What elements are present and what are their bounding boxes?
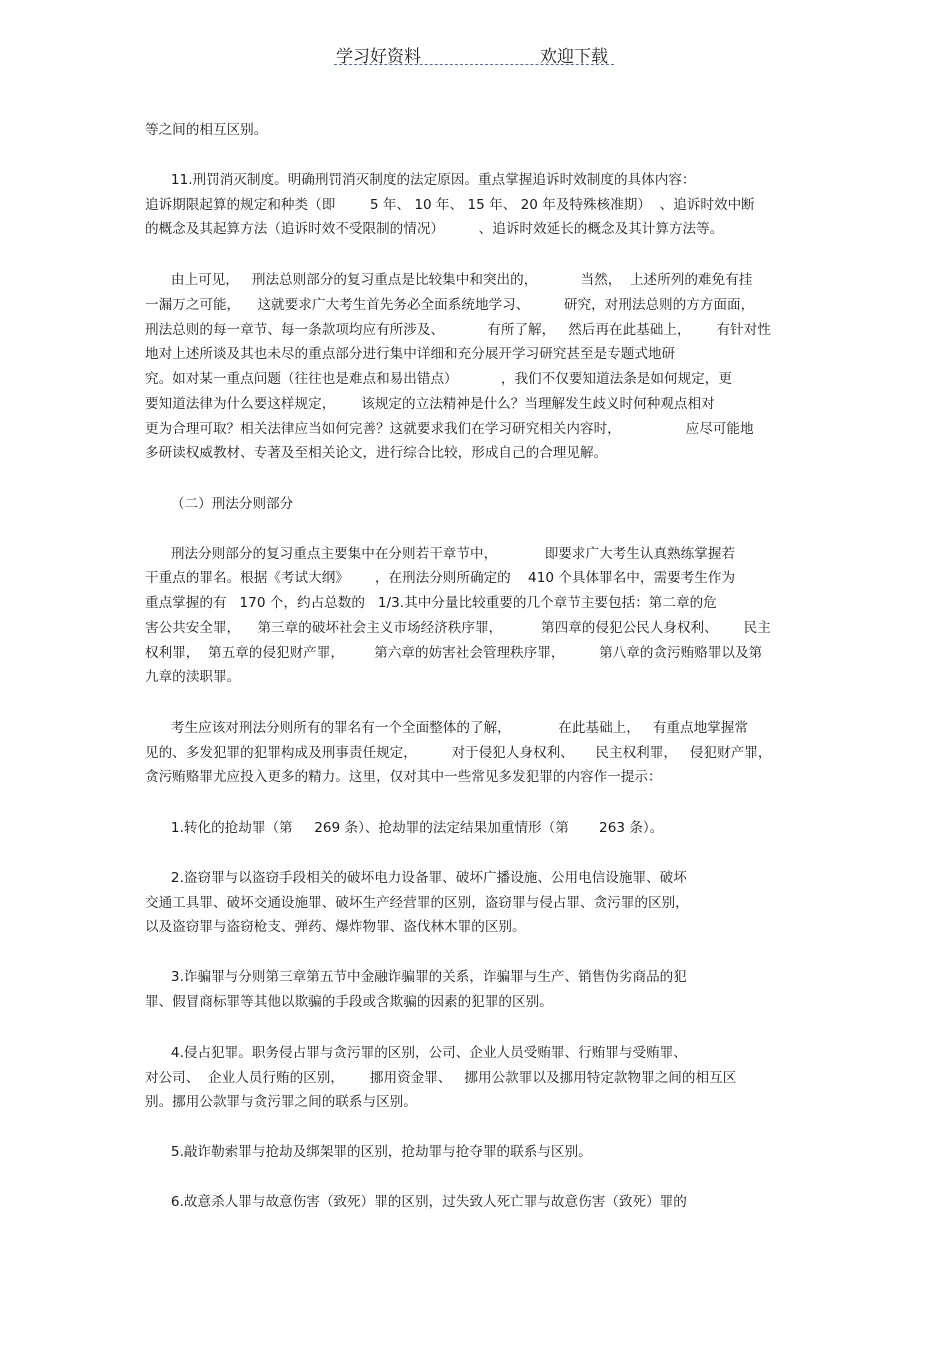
text-line: 由上可见， 刑法总则部分的复习重点是比较集中和突出的， 当然， 上述所列的难免有挂 <box>145 272 753 288</box>
page-header <box>334 40 614 65</box>
text-line: 罪、假冒商标罪等其他以欺骗的手段或含欺骗的因素的犯罪的区别。 <box>145 994 553 1010</box>
section-heading: （二）刑法分则部分 <box>145 496 294 512</box>
text-line: 以及盗窃罪与盗窃枪支、弹药、爆炸物罪、盗伐林木罪的区别。 <box>145 919 526 935</box>
text-line: 一漏万之可能， 这就要求广大考生首先务必全面系统地学习、 研究，对刑法总则的方方面面， <box>145 297 755 313</box>
text-line: 要知道法律为什么要这样规定， 该规定的立法精神是什么？当理解发生歧义时何种观点相对 <box>145 396 715 412</box>
text-line: 刑法总则的每一章节、每一条款项均应有所涉及、 有所了解， 然后再在此基础上， 有针对性 <box>145 322 771 338</box>
text-line: 交通工具罪、破坏交通设施罪、破坏生产经营罪的区别，盗窃罪与侵占罪、贪污罪的区别， <box>145 895 689 911</box>
text-line: 九章的渎职罪。 <box>145 669 241 685</box>
text-line: 11.刑罚消灭制度。明确刑罚消灭制度的法定原因。重点掌握追诉时效制度的具体内容： <box>145 172 696 188</box>
text-line: 对公司、 企业人员行贿的区别， 挪用资金罪、 挪用公款罪以及挪用特定款物罪之间的相互区 <box>145 1070 737 1086</box>
text-line: 权利罪， 第五章的侵犯财产罪， 第六章的妨害社会管理秩序罪， 第八章的贪污贿赂罪以及第 <box>145 645 763 661</box>
text-line: 考生应该对刑法分则所有的罪名有一个全面整体的了解， 在此基础上， 有重点地掌握常 <box>145 720 748 736</box>
text-line: 更为合理可取？相关法律应当如何完善？这就要求我们在学习研究相关内容时， 应尽可能地 <box>145 421 754 437</box>
text-line: 等之间的相互区别。 <box>145 122 268 138</box>
list-item: 2.盗窃罪与以盗窃手段相关的破坏电力设备罪、破坏广播设施、公用电信设施罪、破坏 <box>145 870 687 886</box>
text-line: 追诉期限起算的规定和种类（即 5 年、 10 年、 15 年、 20 年及特殊核准期） 、追诉时效中断 <box>145 197 755 213</box>
text-line: 多研读权威教材、专著及至相关论文，进行综合比较，形成自己的合理见解。 <box>145 445 608 461</box>
list-item: 1.转化的抢劫罪（第 269 条）、抢劫罪的法定结果加重情形（第 263 条）。 <box>145 820 664 836</box>
header-left-text: 学习好资料 <box>336 47 421 67</box>
list-item: 5.敲诈勒索罪与抢劫及绑架罪的区别，抢劫罪与抢夺罪的联系与区别。 <box>145 1144 592 1160</box>
list-item: 3.诈骗罪与分则第三章第五节中金融诈骗罪的关系，诈骗罪与生产、销售伪劣商品的犯 <box>145 969 687 985</box>
text-line: 地对上述所谈及其也未尽的重点部分进行集中详细和充分展开学习研究甚至是专题式地研 <box>145 346 676 362</box>
header-right-text: 欢迎下载 <box>540 47 608 67</box>
text-line: 究。如对某一重点问题（往往也是难点和易出错点） ，我们不仅要知道法条是如何规定，更 <box>145 371 732 387</box>
text-line: 刑法分则部分的复习重点主要集中在分则若干章节中， 即要求广大考生认真熟练掌握若 <box>145 546 736 562</box>
text-line: 别。挪用公款罪与贪污罪之间的联系与区别。 <box>145 1094 417 1110</box>
text-line: 贪污贿赂罪尤应投入更多的精力。这里，仅对其中一些常见多发犯罪的内容作一提示： <box>145 769 662 785</box>
text-line: 干重点的罪名。根据《考试大纲》 ，在刑法分则所确定的 410 个具体罪名中，需要考生作为 <box>145 570 736 586</box>
text-line: 重点掌握的有 170 个，约占总数的 1/3.其中分量比较重要的几个章节主要包括：第二章的危 <box>145 595 717 611</box>
text-line: 害公共安全罪， 第三章的破坏社会主义市场经济秩序罪， 第四章的侵犯公民人身权利、 民主 <box>145 620 771 636</box>
text-line: 见的、多发犯罪的犯罪构成及刑事责任规定， 对于侵犯人身权利、 民主权利罪， 侵犯财产罪， <box>145 745 772 761</box>
text-line: 的概念及其起算方法（追诉时效不受限制的情况） 、追诉时效延长的概念及其计算方法等。 <box>145 221 724 237</box>
list-item: 4.侵占犯罪。职务侵占罪与贪污罪的区别，公司、企业人员受贿罪、行贿罪与受贿罪、 <box>145 1045 687 1061</box>
list-item: 6.故意杀人罪与故意伤害（致死）罪的区别，过失致人死亡罪与故意伤害（致死）罪的 <box>145 1194 687 1210</box>
